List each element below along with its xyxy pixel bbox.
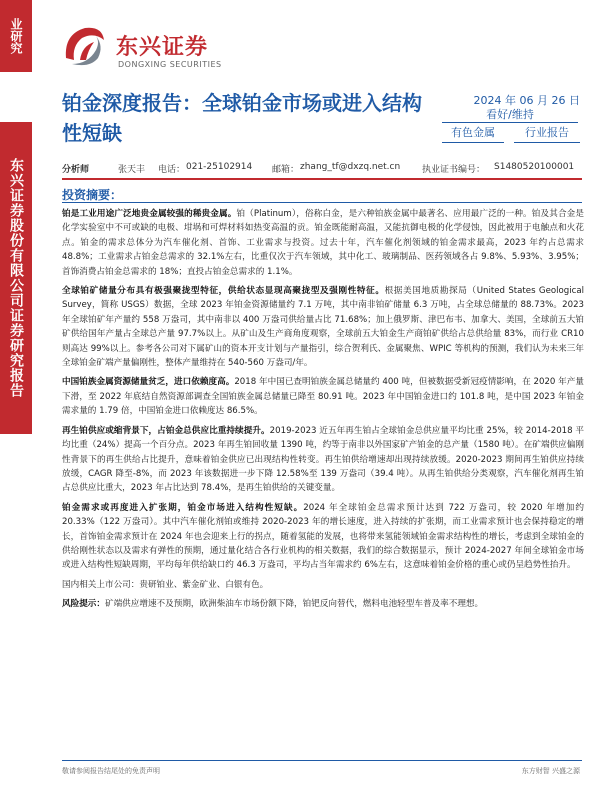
paragraph-text: 铂（Platinum），俗称白金，是六种铂族金属中最著名、应用最广泛的一种。铂及其合金是化学实验室中不可或缺的电极、坩埚和可焊材料如热变高温的贡。铂金既能耐高温，又能抗御电极的化学侵蚀，因此被用于电触点和火花点。铂金的需求总体分为汽车催化剂、首饰、工业需求与投资。过去十年，汽车催化剂领域的铂金需求最高，2023 年约占总需求 48.8%；工业需求占铂金总需求的 32.1%左右，比重仅次于汽车领域，其中化工、玻璃制品、医药领域各占 9.8%、5.93%、3.95%；首饰消费占铂金总需求的 18%；直投占铂金总需求的 1.1%。 <box>62 209 584 277</box>
company-logo <box>60 20 260 72</box>
tag-underline <box>442 142 504 143</box>
paragraph-lead: 再生铂供应或缩背景下，占铂金总供应比重持续提升。 <box>62 425 270 436</box>
logo-name-cn: 东兴证券 <box>116 35 209 60</box>
footer-slogan: 东方财智 兴盛之源 <box>521 767 580 775</box>
paragraph <box>62 597 584 611</box>
section-heading: 投资摘要： <box>62 188 123 202</box>
paragraph-text: 矿端供应增速不及预期，欧洲柴油车市场份额下降，铂钯反向替代，燃料电池轻型车普及率不理想。 <box>104 599 484 610</box>
email-value: zhang_tf@dxzq.net.cn <box>300 162 401 172</box>
cert-label: 执业证书编号： <box>422 165 486 175</box>
footer-divider <box>62 760 582 761</box>
logo-mark-icon <box>60 20 110 70</box>
sidebar <box>0 0 32 800</box>
report-date: 2024 年 06 月 26 日 <box>473 94 580 107</box>
analyst-name: 张天丰 <box>118 165 146 175</box>
paragraph-text: 2018 年中国已查明铂族金属总储量约 400 吨，但被数据受新冠疫情影响，在 2020 年产量下滑，至 2022 年底结自然资源部调查全国铂族金属总储量已降至 80.91 吨。2023 年中国铂金进口约 101.8 吨，是中国 2023 年铂金需求量的 1.79 倍，中国铂金进口依赖度达 86.5%。 <box>62 377 584 417</box>
paragraph <box>62 424 584 496</box>
sidebar-top-label: 业研究 <box>0 0 32 72</box>
report-title: 铂金深度报告：全球铂金市场或进入结构性短缺 <box>62 91 422 145</box>
email-label: 邮箱： <box>272 165 300 175</box>
summary-body <box>62 207 584 617</box>
header-divider <box>62 178 582 180</box>
report-type-tag: 行业报告 <box>525 126 569 139</box>
tag-underline <box>514 142 580 143</box>
analyst-label: 分析师 <box>62 165 90 175</box>
phone-label: 电话： <box>158 165 186 175</box>
paragraph-text: 根据美国地质勘探局（United States Geological Survey，简称 USGS）数据，全球 2023 年铂金资源储量约 7.1 万吨，其中南非铂矿储量 6.3 万吨，占全球总储量的 88.73%。2023 年全球铂矿年产量约 558 万盎司，其中南非以 400 万盎司供给量占比 71.68%；加上俄罗斯、津巴布韦、加拿大、美国，全球前五大铂矿供给国年产量占全球总产量 97.7%以上。从矿山及生产商角度观察，全球前五大铂金生产商铂矿供给占总供给量 83%，而行业 CR10 则高达 99%以上。参考各公司对下属矿山的资本开支计划与产量指引，综合贺利氏、金属聚焦、WPIC 等机构的预测，我们认为未来三年全球铂金矿端产量偏刚性，整体产量维持在 540-560 万盎司/年。 <box>62 286 584 369</box>
paragraph <box>62 375 584 418</box>
phone-value: 021-25102914 <box>186 162 253 172</box>
paragraph <box>62 284 584 370</box>
paragraph <box>62 501 584 573</box>
paragraph-lead: 全球铂矿储量分布具有极强聚拢型特征，供给状态显现高聚拢型及强刚性特征。 <box>62 286 385 297</box>
paragraph <box>62 207 584 279</box>
paragraph-text: 2019-2023 近五年再生铂占全球铂金总供应量平均比重 25%，较 2014-2018 平均比重（24%）提高一个百分点。2023 年再生铂回收量 1390 吨，约等于南非以外国家矿产铂金的总产量（1580 吨）。在矿端供应偏刚性背景下的再生供给占比提升，意味着铂金供应已出现结构性转变。再生铂供给增速却出现持续放缓。2020-2023 期间再生铂供应持续放缓，CAGR 降至-8%，而 2023 年该数据进一步下降 12.58%至 139 万盎司（39.4 吨）。从再生铂供给分类观察，汽车催化剂再生铂占总供应比重大，2023 年占比达到 78.4%，是再生铂供给的关键变量。 <box>62 425 584 494</box>
rating-label: 看好/维持 <box>442 108 578 123</box>
sidebar-bottom-label: 东兴证券股份有限公司证券研究报告 <box>0 122 32 434</box>
paragraph-text: 2024 年全球铂金总需求预计达到 722 万盎司，较 2020 年增加约 20.33%（122 万盎司）。其中汽车催化剂铂或维持 2020-2023 年的增长速度，进入持续的扩张期，而工业需求预计也会保持稳定的增长，首饰铂金需求预计在 2024 年也会迎来上行的拐点，随着氢能的发展，也将带来氢能领域铂金需求结构性的增长，考虑到全球铂金的供给刚性状态以及需求有弹性的预期，通过量化结合各行业机构的相关数据，我们的综合数据显示，预计 2024-2027 年间全球铂金市场或进入结构性短缺周期，平均每年供给缺口约 46.3 万盎司，平均占当年需求约 6%左右，这意味着铂金价格的重心或仍呈趋势性抬升。 <box>62 502 584 571</box>
industry-tag: 有色金属 <box>451 126 495 139</box>
paragraph-text: 国内相关上市公司：贵研铂业、紫金矿业、白银有色。 <box>62 579 269 590</box>
paragraph <box>62 578 584 592</box>
analyst-row <box>62 162 582 176</box>
paragraph-lead: 中国铂族金属资源储量贫乏，进口依赖度高。 <box>62 377 235 388</box>
logo-name-en: DONGXING SECURITIES <box>118 60 222 69</box>
footer-disclaimer: 敬请参阅报告结尾处的免责声明 <box>62 767 160 775</box>
paragraph-lead: 铂金需求或再度进入扩张期，铂金市场进入结构性短缺。 <box>62 502 304 513</box>
paragraph-lead: 铂是工业用途广泛地贵金属较强的稀贵金属。 <box>62 209 237 219</box>
section-divider <box>62 202 582 203</box>
cert-value: S1480520100001 <box>494 162 575 172</box>
paragraph-lead: 风险提示： <box>62 599 105 610</box>
tag-group <box>442 126 582 140</box>
